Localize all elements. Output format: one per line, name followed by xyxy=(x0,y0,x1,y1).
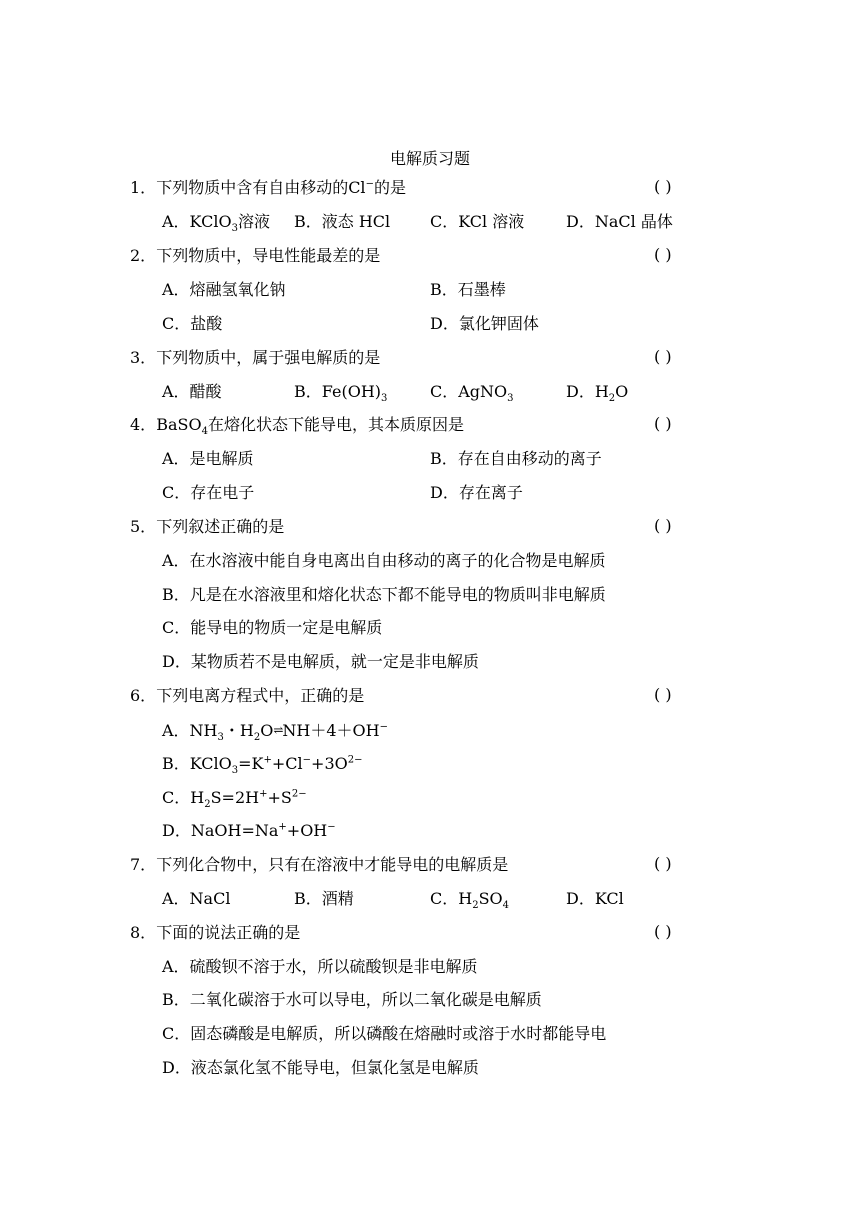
answer-blank: ( ) xyxy=(654,245,672,264)
option-a: A．是电解质 xyxy=(162,449,254,468)
answer-blank: ( ) xyxy=(654,414,672,433)
option-d: D．氯化钾固体 xyxy=(430,314,539,333)
question-6 xyxy=(130,685,364,707)
question-stem: 下列电离方程式中，正确的是 xyxy=(156,686,365,705)
option-b: B．二氧化碳溶于水可以导电，所以二氧化碳是电解质 xyxy=(162,990,542,1009)
question-stem: BaSO$_4$在熔化状态下能导电，其本质原因是 xyxy=(156,415,464,438)
option-a: A．熔融氢氧化钠 xyxy=(162,280,286,299)
option-b: B．凡是在水溶液里和熔化状态下都不能导电的物质叫非电解质 xyxy=(162,585,606,604)
answer-blank: ( ) xyxy=(654,854,672,873)
answer-blank: ( ) xyxy=(654,685,672,704)
question-number: 2． xyxy=(130,246,157,265)
question-stem: 下列物质中，属于强电解质的是 xyxy=(156,348,381,367)
answer-blank: ( ) xyxy=(654,177,672,196)
question-number: 3． xyxy=(130,348,157,367)
option-d: D．NaCl 晶体 xyxy=(566,212,673,231)
option-b: B．存在自由移动的离子 xyxy=(430,449,602,468)
question-2 xyxy=(130,245,380,267)
question-1 xyxy=(130,177,406,199)
option-b: B．液态 HCl xyxy=(294,212,391,231)
page-title: 电解质习题 xyxy=(389,149,470,168)
option-d: D．液态氯化氢不能导电，但氯化氢是电解质 xyxy=(162,1058,479,1077)
question-number: 1． xyxy=(130,178,157,197)
option-b: B．$KClO_3=K^++Cl^-+3O^{2-}$ xyxy=(162,754,363,777)
question-stem: 下列化合物中，只有在溶液中才能导电的电解质是 xyxy=(156,855,509,874)
answer-blank: ( ) xyxy=(654,347,672,366)
question-7 xyxy=(130,854,508,876)
question-4 xyxy=(130,414,464,436)
question-5 xyxy=(130,516,284,538)
question-number: 4． xyxy=(130,415,157,434)
question-number: 7． xyxy=(130,855,157,874)
option-c: C．$H_2SO_4$ xyxy=(430,889,510,912)
option-c: C．固态磷酸是电解质，所以磷酸在熔融时或溶于水时都能导电 xyxy=(162,1024,607,1043)
option-a: A．硫酸钡不溶于水，所以硫酸钡是非电解质 xyxy=(162,957,478,976)
option-c: C．盐酸 xyxy=(162,314,223,333)
option-b: B．$Fe(OH)_3$ xyxy=(294,382,388,405)
question-stem: 下列物质中，导电性能最差的是 xyxy=(156,246,381,265)
option-a: A．$NH_3$・$H_2O\rightleftharpoons NH+4+OH^-$ xyxy=(162,721,389,744)
question-stem: 下面的说法正确的是 xyxy=(156,923,301,942)
question-stem: 下列叙述正确的是 xyxy=(156,517,285,536)
option-b: B．石墨棒 xyxy=(430,280,506,299)
option-c: C．存在电子 xyxy=(162,483,255,502)
option-d: D．NaOH=Na++OH− xyxy=(162,821,336,840)
option-c: C．AgNO$_3$ xyxy=(430,382,514,405)
question-number: 6． xyxy=(130,686,157,705)
question-8 xyxy=(130,922,300,944)
option-a: A．NaCl xyxy=(162,889,231,908)
option-c: C．能导电的物质一定是电解质 xyxy=(162,618,383,637)
option-d: D．某物质若不是电解质，就一定是非电解质 xyxy=(162,652,479,671)
option-a: A．在水溶液中能自身电离出自由移动的离子的化合物是电解质 xyxy=(162,551,606,570)
option-a: A．醋酸 xyxy=(162,382,222,401)
option-a: A．KClO$_3$溶液 xyxy=(162,212,270,235)
question-number: 8． xyxy=(130,923,157,942)
question-stem: 下列物质中含有自由移动的Cl−的是 xyxy=(156,178,406,197)
option-b: B．酒精 xyxy=(294,889,354,908)
option-d: D．存在离子 xyxy=(430,483,523,502)
option-c: C．$H_2S=2H^++S^{2-}$ xyxy=(162,788,307,811)
answer-blank: ( ) xyxy=(654,922,672,941)
option-d: D．$H_2O$ xyxy=(566,382,629,405)
answer-blank: ( ) xyxy=(654,516,672,535)
option-d: D．KCl xyxy=(566,889,624,908)
question-3 xyxy=(130,347,380,369)
question-number: 5． xyxy=(130,517,157,536)
option-c: C．KCl 溶液 xyxy=(430,212,525,231)
